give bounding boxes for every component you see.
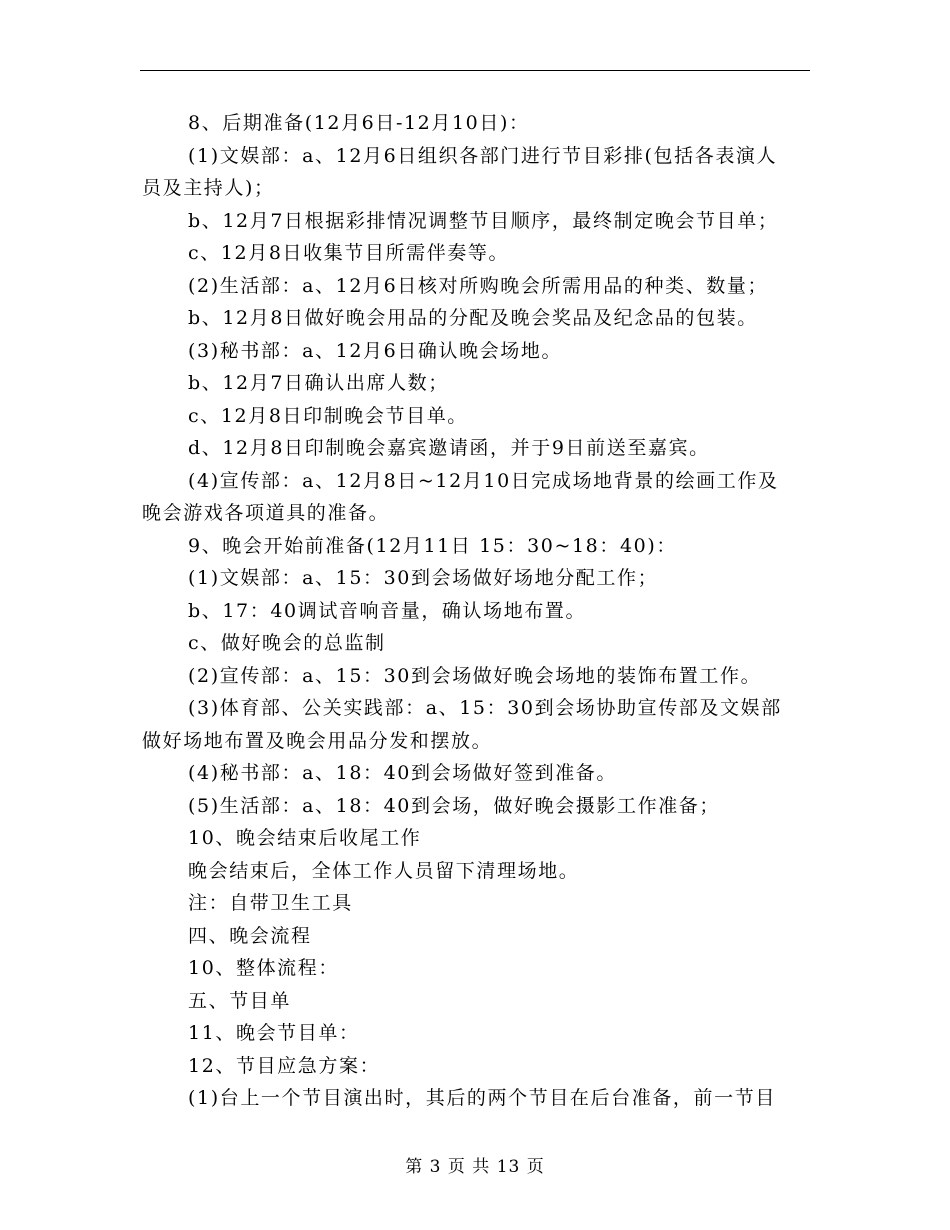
header-rule [140, 70, 810, 71]
text-line: (5)生活部：a、18：40到会场，做好晚会摄影工作准备； [188, 794, 720, 817]
text-line: b、12月8日做好晚会用品的分配及晚会奖品及纪念品的包装。 [188, 307, 758, 329]
text-line: 晚会结束后，全体工作人员留下清理场地。 [188, 859, 580, 882]
text-line: 晚会游戏各项道具的准备。 [142, 502, 390, 524]
text-line: 11、晚会节目单： [188, 1022, 360, 1044]
text-line: 12、节目应急方案： [188, 1054, 381, 1077]
text-line: (4)宣传部：a、12月8日~12月10日完成场地背景的绘画工作及 [188, 469, 779, 492]
text-line: 10、整体流程： [188, 957, 339, 979]
text-line: 五、节目单 [188, 989, 292, 1012]
text-line: (2)宣传部：a、15：30到会场做好晚会场地的装饰布置工作。 [188, 664, 762, 687]
text-line: (1)台上一个节目演出时，其后的两个节目在后台准备，前一节目 [188, 1087, 776, 1109]
text-line: c、12月8日收集节目所需伴奏等。 [188, 242, 510, 264]
text-line: 注：自带卫生工具 [188, 892, 353, 914]
text-line: 四、晚会流程 [188, 924, 312, 947]
text-line: 员及主持人)； [142, 177, 275, 199]
text-line: (2)生活部：a、12月6日核对所购晚会所需用品的种类、数量； [188, 274, 769, 297]
text-line: 9、晚会开始前准备(12月11日 15：30~18：40)： [188, 534, 677, 557]
text-line: 做好场地布置及晚会用品分发和摆放。 [142, 729, 493, 752]
text-line: c、做好晚会的总监制 [188, 632, 386, 654]
page-number-footer: 第 3 页 共 13 页 [405, 1157, 545, 1177]
text-line: (3)体育部、公关实践部：a、15：30到会场协助宣传部及文娱部 [188, 697, 782, 719]
text-line: b、12月7日根据彩排情况调整节目顺序，最终制定晚会节目单； [188, 209, 779, 232]
text-line: b、17：40调试音响音量，确认场地布置。 [188, 599, 587, 622]
text-line: 8、后期准备(12月6日-12月10日)： [188, 112, 530, 134]
text-line: (1)文娱部：a、12月6日组织各部门进行节目彩排(包括各表演人 [188, 144, 778, 167]
text-line: (1)文娱部：a、15：30到会场做好场地分配工作； [188, 567, 659, 589]
text-line: 10、晚会结束后收尾工作 [188, 827, 422, 849]
text-line: (3)秘书部：a、12月6日确认晚会场地。 [188, 339, 563, 362]
text-line: c、12月8日印制晚会节目单。 [188, 404, 468, 427]
text-line: (4)秘书部：a、18：40到会场做好签到准备。 [188, 762, 617, 784]
text-line: b、12月7日确认出席人数； [188, 372, 449, 394]
text-line: d、12月8日印制晚会嘉宾邀请函，并于9日前送至嘉宾。 [188, 437, 710, 459]
document-body [142, 107, 810, 1115]
